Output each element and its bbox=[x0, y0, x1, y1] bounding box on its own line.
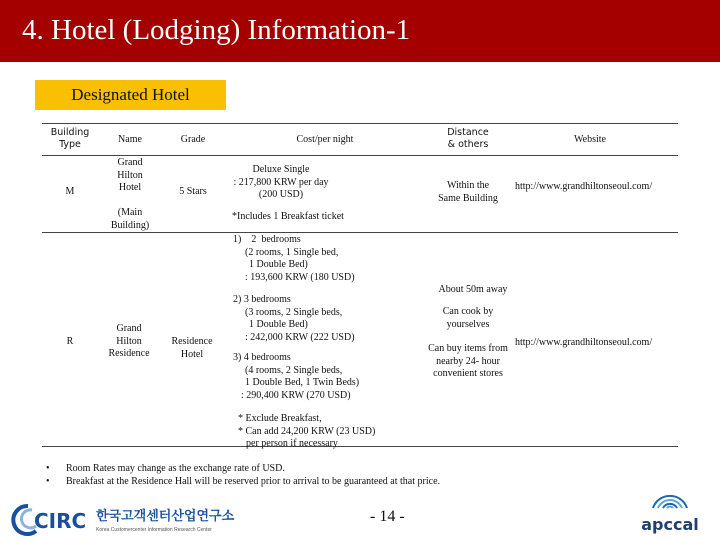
row-m-type: M bbox=[65, 186, 75, 197]
designated-hotel-label: Designated Hotel bbox=[35, 80, 226, 110]
row-r-website[interactable]: http://www.grandhiltonseoul.com/ bbox=[515, 337, 653, 348]
header-distance: Distance & others bbox=[447, 127, 489, 150]
row-r-cost-option-1: 1) 2 bedrooms (2 rooms, 1 Single bed, 1 Double Bed) : 193,600 KRW (180 USD) bbox=[233, 234, 355, 283]
row-m-name: Grand Hilton Hotel bbox=[117, 157, 143, 193]
table-top-rule bbox=[42, 123, 678, 124]
row-m-cost-note: *Includes 1 Breakfast ticket bbox=[232, 211, 344, 222]
row-m-name-sub: (Main Building) bbox=[110, 207, 150, 231]
title-bar bbox=[0, 0, 720, 62]
row-r-name: Grand Hilton Residence bbox=[108, 323, 150, 359]
row-m-distance: Within the Same Building bbox=[438, 180, 498, 204]
table-row-rule bbox=[42, 232, 678, 233]
row-r-cost-option-3: 3) 4 bedrooms (4 rooms, 2 Single beds, 1 Double Bed, 1 Twin Beds) : 290,400 KRW (270 USD) bbox=[233, 352, 360, 401]
circ-korean-name: 한국고객센터산업연구소 bbox=[96, 509, 235, 524]
apccal-arcs-icon bbox=[653, 496, 687, 508]
table-header-rule bbox=[42, 155, 678, 156]
notes-list bbox=[46, 462, 440, 488]
row-m-cost: Deluxe Single : 217,800 KRW per day (200 USD) bbox=[233, 164, 329, 200]
header-cost: Cost/per night bbox=[296, 134, 354, 145]
row-r-distance-away: About 50m away bbox=[438, 284, 508, 295]
row-r-cost-option-2: 2) 3 bedrooms (3 rooms, 2 Single beds, 1 Double Bed) : 242,000 KRW (222 USD) bbox=[233, 294, 355, 343]
row-m-grade: 5 Stars bbox=[179, 186, 207, 197]
header-grade: Grade bbox=[180, 134, 206, 145]
row-r-type: R bbox=[66, 336, 74, 347]
circ-logo-text: CIRC bbox=[34, 509, 87, 533]
row-m-website[interactable]: http://www.grandhiltonseoul.com/ bbox=[515, 181, 653, 192]
note-item: • Room Rates may change as the exchange rate of USD. bbox=[46, 462, 440, 475]
note-item: • Breakfast at the Residence Hall will be reserved prior to arrival to be guaranteed at that price. bbox=[46, 475, 440, 488]
apccal-logo-text: apccal bbox=[641, 515, 699, 534]
apccal-logo bbox=[625, 478, 715, 538]
row-r-grade: Residence Hotel bbox=[171, 336, 213, 360]
row-r-distance-cook: Can cook by yourselves bbox=[442, 306, 494, 330]
page-title: 4. Hotel (Lodging) Information-1 bbox=[22, 14, 411, 46]
circ-logo bbox=[10, 500, 235, 536]
circ-english-name: Korea Customercenter Information Research Center bbox=[96, 527, 212, 533]
header-building-type: Building Type bbox=[50, 127, 90, 150]
row-r-distance-stores: Can buy items from nearby 24- hour convenient stores bbox=[428, 343, 508, 379]
circ-swoosh-icon bbox=[13, 506, 36, 534]
page-number: - 14 - bbox=[370, 508, 405, 525]
row-r-cost-notes: * Exclude Breakfast, * Can add 24,200 KRW (23 USD) per person if necessary bbox=[238, 413, 376, 449]
header-website: Website bbox=[574, 134, 606, 145]
header-name: Name bbox=[118, 134, 142, 145]
